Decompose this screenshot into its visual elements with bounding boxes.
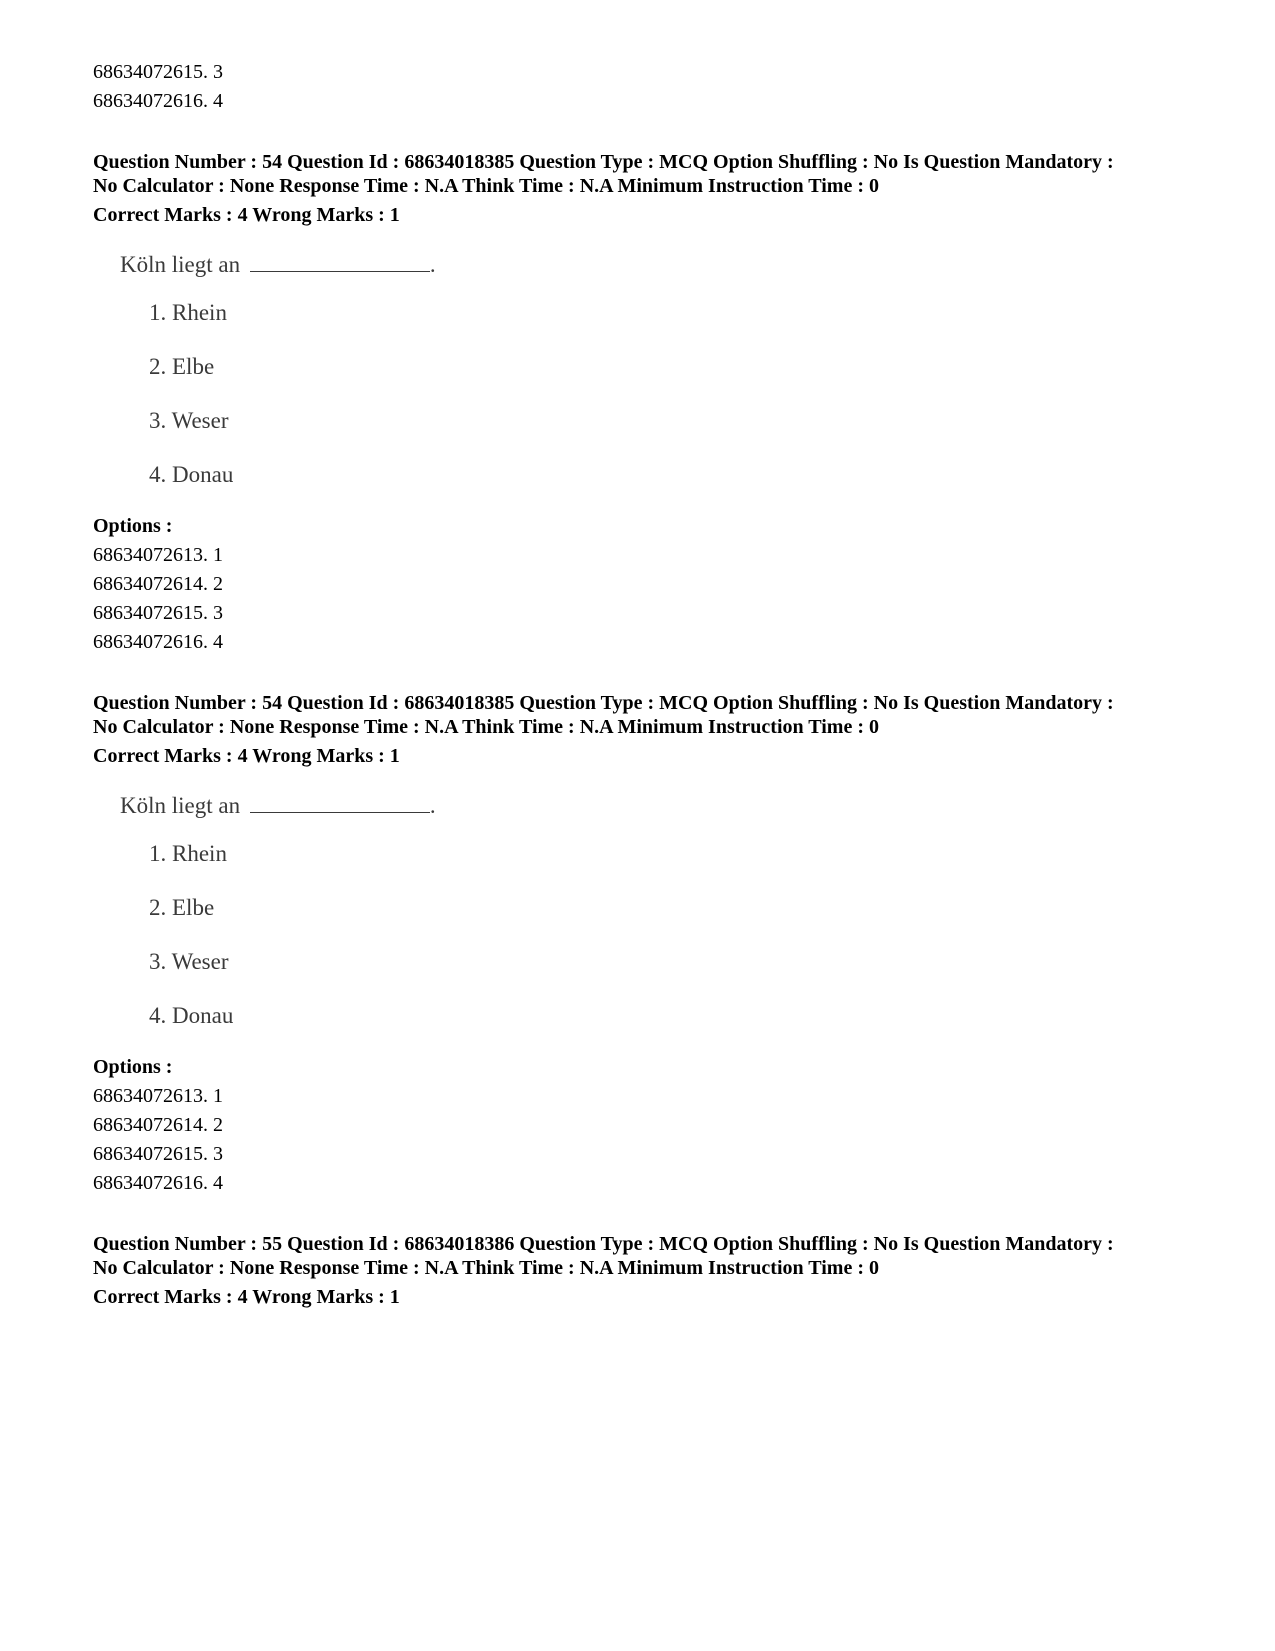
question-block	[93, 1232, 1223, 1312]
question-meta-line: No Calculator : None Response Time : N.A Think Time : N.A Minimum Instruction Time : 0	[93, 1257, 879, 1279]
option-line: 68634072615. 3	[93, 602, 223, 624]
option-line: 68634072616. 4	[93, 631, 223, 653]
stem-text: Köln liegt an	[120, 252, 241, 277]
option-line: 68634072615. 3	[93, 61, 223, 83]
question-content	[120, 791, 1223, 1031]
question-content	[120, 250, 1223, 490]
option-line: 68634072614. 2	[93, 1114, 223, 1136]
stem-text: Köln liegt an	[120, 793, 241, 818]
question-marks: Correct Marks : 4 Wrong Marks : 1	[93, 745, 400, 767]
question-header	[93, 150, 1223, 198]
options-label: Options :	[93, 1056, 173, 1078]
answer-choice: 3. Weser	[149, 949, 229, 974]
options-label: Options :	[93, 515, 173, 537]
option-line: 68634072615. 3	[93, 1143, 223, 1165]
answer-choice: 4. Donau	[149, 1003, 234, 1028]
question-meta-line: Question Number : 55 Question Id : 68634018386 Question Type : MCQ Option Shuffling : No Is Question Mandatory :	[93, 1233, 1114, 1255]
document-page	[93, 58, 1223, 1312]
question-marks: Correct Marks : 4 Wrong Marks : 1	[93, 1286, 400, 1308]
option-line: 68634072613. 1	[93, 1085, 223, 1107]
question-header	[93, 1232, 1223, 1280]
answer-blank	[250, 792, 430, 813]
question-stem	[120, 250, 1223, 280]
question-meta-line: Question Number : 54 Question Id : 68634018385 Question Type : MCQ Option Shuffling : No Is Question Mandatory :	[93, 692, 1114, 714]
question-meta-line: No Calculator : None Response Time : N.A Think Time : N.A Minimum Instruction Time : 0	[93, 716, 879, 738]
question-meta-line: Question Number : 54 Question Id : 68634018385 Question Type : MCQ Option Shuffling : No Is Question Mandatory :	[93, 151, 1114, 173]
stem-end: .	[429, 252, 436, 277]
option-line: 68634072614. 2	[93, 573, 223, 595]
stem-end: .	[429, 793, 436, 818]
question-block	[93, 691, 1223, 1198]
option-line: 68634072616. 4	[93, 90, 223, 112]
previous-options-list	[93, 58, 1223, 116]
question-marks: Correct Marks : 4 Wrong Marks : 1	[93, 204, 400, 226]
answer-choice: 1. Rhein	[149, 300, 227, 325]
answer-choice: 1. Rhein	[149, 841, 227, 866]
question-stem	[120, 791, 1223, 821]
answer-choice: 4. Donau	[149, 462, 234, 487]
answer-choice: 3. Weser	[149, 408, 229, 433]
question-meta-line: No Calculator : None Response Time : N.A Think Time : N.A Minimum Instruction Time : 0	[93, 175, 879, 197]
answer-choice: 2. Elbe	[149, 354, 215, 379]
answer-choice: 2. Elbe	[149, 895, 215, 920]
option-line: 68634072616. 4	[93, 1172, 223, 1194]
question-block	[93, 150, 1223, 657]
answer-blank	[250, 251, 430, 272]
option-line: 68634072613. 1	[93, 544, 223, 566]
question-header	[93, 691, 1223, 739]
